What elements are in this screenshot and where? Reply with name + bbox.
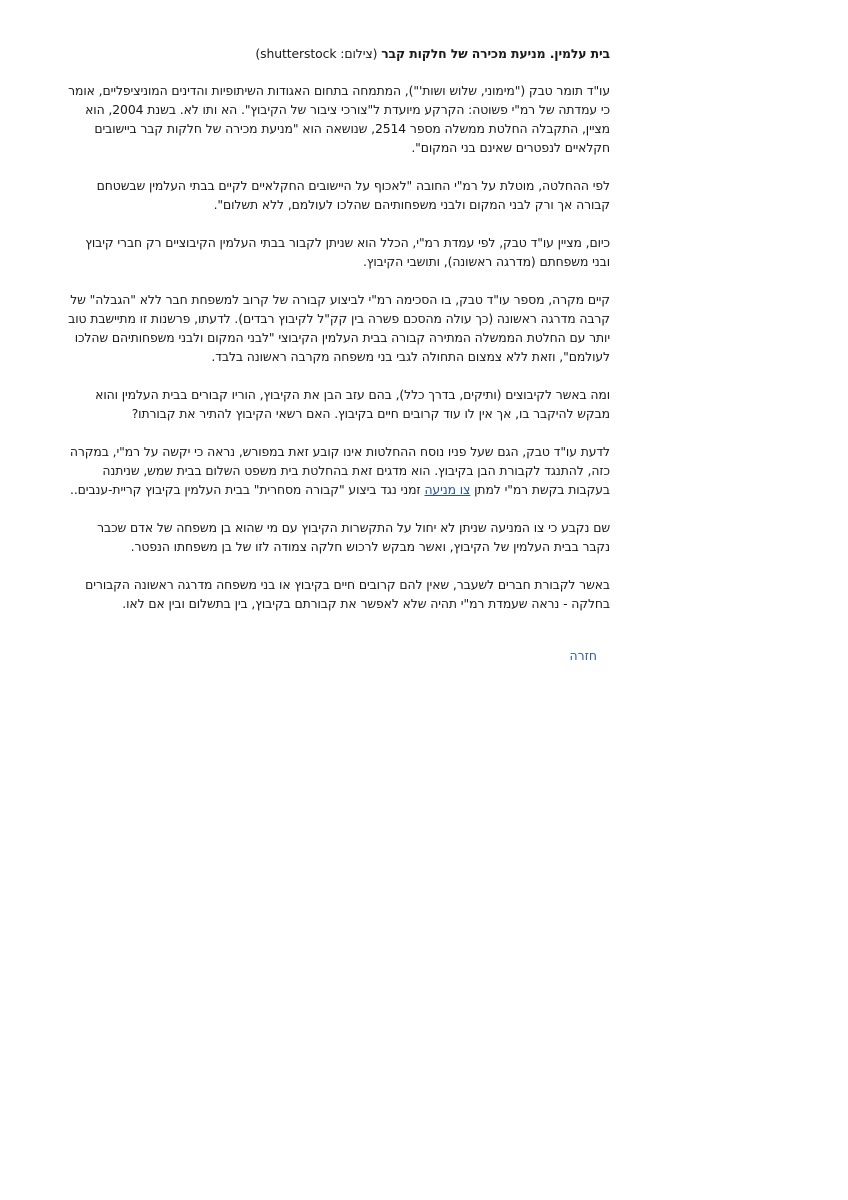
paragraph-6-text-after: זמני נגד ביצוע "קבורה מסחרית" בבית העלמין בקיבוץ קריית-ענבים.. — [69, 482, 425, 497]
paragraph-4: קיים מקרה, מספר עו"ד טבק, בו הסכימה רמ"י לביצוע קבורה של קרוב למשפחת חבר ללא "הגבלה" של קרבה מדרגה ראשונה (כך עולה מהסכם פשרה בין קק"ל לקיבוץ רבדים). לדעתו, פרשנות זו מתיישבת טוב יותר עם החלטת הממשלה המתירה קבורה בבית העלמין הקיבוצי "לבני המקום ולבני משפחותיהם שהלכו לעולמם", וזאת ללא צמצום התחולה לגבי בני משפחה מקרבה ראשונה בלבד. — [68, 292, 610, 364]
caption-credit: (צילום: shutterstock) — [255, 46, 382, 61]
paragraph-5: ומה באשר לקיבוצים (ותיקים, בדרך כלל), בהם עזב הבן את הקיבוץ, הוריו קבורים בבית העלמין והוא מבקש להיקבר בו, אך אין לו עוד קרובים חיים בקיבוץ. האם רשאי הקיבוץ להתיר את קבורתו? — [95, 387, 610, 421]
paragraph-6-text-before: לדעת עו"ד טבק, הגם שעל פניו נוסח ההחלטות אינו קובע זאת במפורש, נראה כי יקשה על רמ"י, במקרה כזה, להתנגד לקבורת הבן בקיבוץ. הוא מדגים זאת בהחלטת בית משפט השלום בבית שמש, שניתנה בעקבות בקשת רמ"י למתן — [69, 444, 610, 497]
paragraph-8: באשר לקבורת חברים לשעבר, שאין להם קרובים חיים בקיבוץ או בני משפחה מדרגה ראשונה הקבורים בחלקה - נראה שעמדת רמ"י תהיה שלא לאפשר את קבורתם בקיבוץ, בין בתשלום ובין אם לאו. — [85, 577, 610, 611]
paragraph-1: עו"ד תומר טבק ("מימוני, שלוש ושות'"), המתמחה בתחום האגודות השיתופיות והדינים המוניציפליים, אומר כי עמדתה של רמ"י פשוטה: הקרקע מיועדת ל"צורכי ציבור של הקיבוץ". הא ותו לא. בשנת 2004, הוא מציין, התקבלה החלטת ממשלה מספר 2514, שנושאה הוא "מניעת מכירה של חלקות קבר ביישובים חקלאיים לנפטרים שאינם בני המקום". — [68, 83, 610, 155]
image-caption — [66, 44, 610, 63]
article-body — [66, 44, 610, 632]
caption-title: בית עלמין. מניעת מכירה של חלקות קבר — [381, 46, 610, 61]
paragraph-3: כיום, מציין עו"ד טבק, לפי עמדת רמ"י, הכלל הוא שניתן לקבור בבתי העלמין הקיבוציים רק חברי קיבוץ ובני משפחתם (מדרגה ראשונה), ותושבי הקיבוץ. — [85, 235, 610, 269]
back-link[interactable]: חזרה — [569, 648, 597, 663]
paragraph-2: לפי ההחלטה, מוטלת על רמ"י החובה "לאכוף על היישובים החקלאיים לקיים בבתי העלמין שבשטחם קבורה אך ורק לבני המקום ולבני משפחותיהם שהלכו לעולמם, ללא תשלום". — [96, 178, 610, 212]
injunction-link[interactable]: צו מניעה — [424, 482, 471, 497]
paragraph-6 — [66, 442, 610, 499]
paragraph-7: שם נקבע כי צו המניעה שניתן לא יחול על התקשרות הקיבוץ עם מי שהוא בן משפחה של אדם שכבר נקבר בבית העלמין של הקיבוץ, ואשר מבקש לרכוש חלקה צמודה לזו של בן משפחתו הנפטר. — [97, 520, 610, 554]
